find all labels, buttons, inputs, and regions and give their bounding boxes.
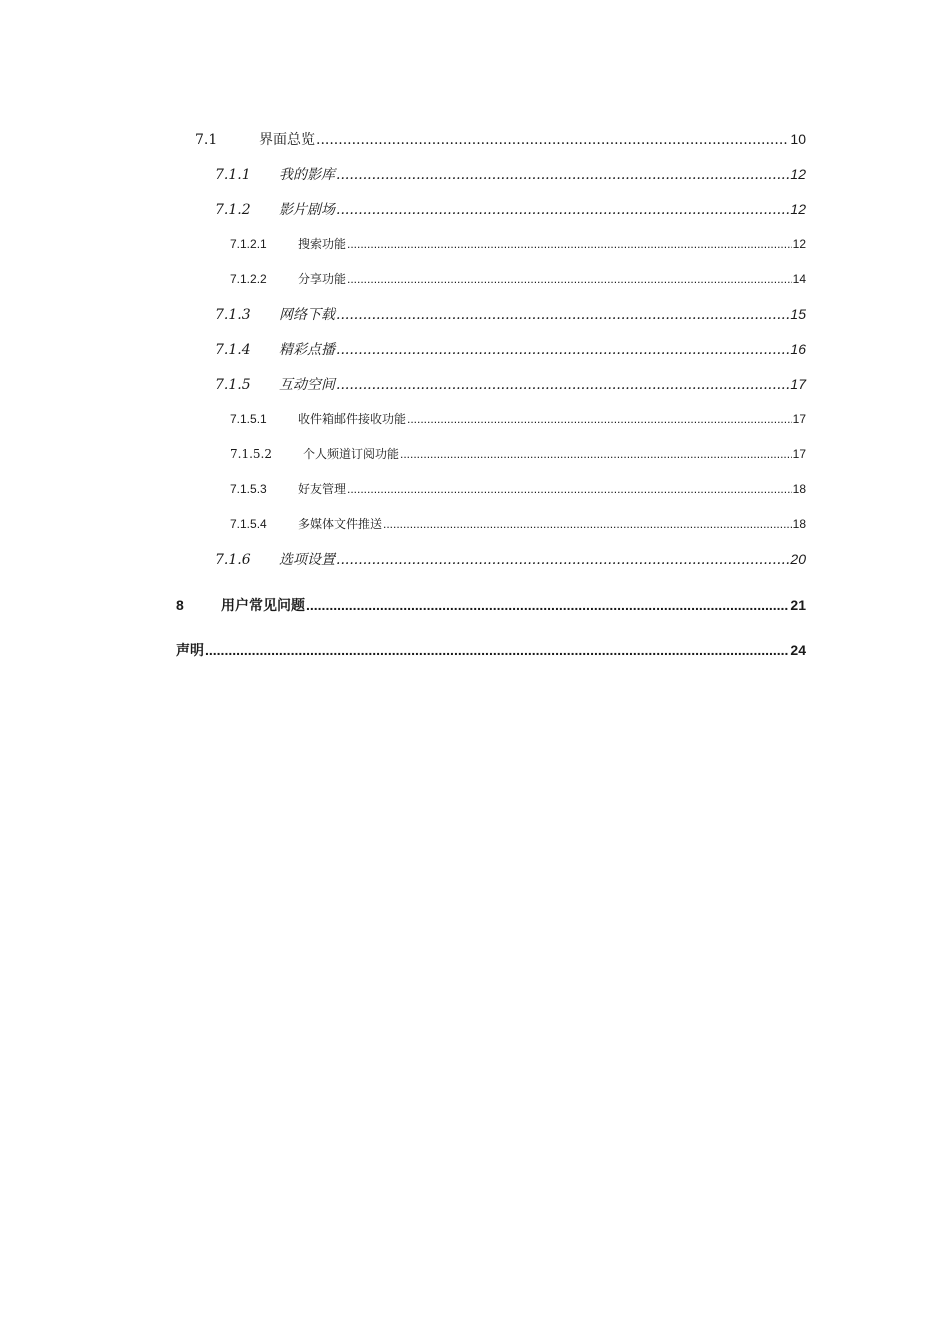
toc-entry[interactable] xyxy=(215,339,806,359)
toc-entry[interactable] xyxy=(230,235,806,252)
toc-entry-number: 7.1.4 xyxy=(215,342,251,358)
toc-entry-page: 12 xyxy=(790,166,806,182)
toc-dot-leader xyxy=(383,517,792,531)
toc-entry[interactable] xyxy=(230,480,806,497)
toc-entry[interactable] xyxy=(215,304,806,324)
toc-dot-leader xyxy=(336,377,789,393)
toc-dot-leader xyxy=(336,307,789,323)
toc-entry-number: 7.1.5.1 xyxy=(230,412,267,426)
toc-entry[interactable] xyxy=(215,164,806,184)
toc-entry-number: 7.1.2 xyxy=(215,202,251,218)
toc-dot-leader xyxy=(205,642,789,658)
toc-entry-number: 7.1.2.2 xyxy=(230,272,267,286)
toc-entry-title: 个人频道订阅功能 xyxy=(303,447,400,461)
toc-dot-leader xyxy=(347,482,792,496)
toc-dot-leader xyxy=(347,237,792,251)
toc-entry[interactable] xyxy=(176,595,806,615)
toc-entry-title: 用户常见问题 xyxy=(221,597,305,613)
toc-entry-page: 24 xyxy=(790,642,806,658)
toc-entry-page: 17 xyxy=(790,376,806,392)
toc-entry-page: 18 xyxy=(792,517,806,531)
toc-entry-page: 14 xyxy=(792,272,806,286)
toc-entry-page: 18 xyxy=(792,482,806,496)
toc-entry-page: 12 xyxy=(792,237,806,251)
toc-entry-title: 声明 xyxy=(176,642,204,658)
toc-entry-number: 8 xyxy=(176,597,184,613)
toc-entry-page: 16 xyxy=(790,341,806,357)
toc-entry-number: 7.1 xyxy=(195,132,218,148)
toc-entry[interactable] xyxy=(230,270,806,287)
toc-entry-number: 7.1.5.2 xyxy=(230,447,272,461)
toc-entry[interactable] xyxy=(215,374,806,394)
toc-entry-page: 15 xyxy=(790,306,806,322)
toc-entry-title: 多媒体文件推送 xyxy=(298,517,383,531)
toc-entry-title: 分享功能 xyxy=(298,272,347,286)
toc-entry-page: 10 xyxy=(790,131,806,147)
toc-entry-title: 互动空间 xyxy=(279,377,335,393)
toc-entry-number: 7.1.5.4 xyxy=(230,517,267,531)
toc-dot-leader xyxy=(347,272,792,286)
toc-dot-leader xyxy=(400,447,792,461)
toc-entry-title: 精彩点播 xyxy=(279,342,335,358)
toc-entry[interactable] xyxy=(230,445,806,462)
toc-entry-number: 7.1.6 xyxy=(215,552,251,568)
toc-entry-title: 界面总览 xyxy=(259,132,315,148)
toc-entry[interactable] xyxy=(176,640,806,660)
toc-entry-number: 7.1.3 xyxy=(215,307,251,323)
toc-entry-title: 搜索功能 xyxy=(298,237,347,251)
toc-entry-title: 收件箱邮件接收功能 xyxy=(298,412,407,426)
toc-entry-number: 7.1.5.3 xyxy=(230,482,267,496)
toc-entry-page: 17 xyxy=(792,447,806,461)
toc-entry[interactable] xyxy=(195,129,806,149)
toc-dot-leader xyxy=(336,342,789,358)
toc-entry-number: 7.1.5 xyxy=(215,377,251,393)
toc-dot-leader xyxy=(316,132,789,148)
toc-entry-title: 网络下载 xyxy=(279,307,335,323)
toc-entry-page: 12 xyxy=(790,201,806,217)
toc-entry-number: 7.1.1 xyxy=(215,167,251,183)
toc-entry[interactable] xyxy=(230,410,806,427)
toc-entry-page: 17 xyxy=(792,412,806,426)
toc-entry-number: 7.1.2.1 xyxy=(230,237,267,251)
toc-entry-page: 20 xyxy=(790,551,806,567)
toc-dot-leader xyxy=(336,552,789,568)
toc-dot-leader xyxy=(336,202,789,218)
toc-entry-page: 21 xyxy=(790,597,806,613)
toc-entry-title: 影片剧场 xyxy=(279,202,335,218)
toc-dot-leader xyxy=(336,167,789,183)
toc-entry[interactable] xyxy=(230,515,806,532)
toc-entry-title: 选项设置 xyxy=(279,552,335,568)
toc-dot-leader xyxy=(407,412,792,426)
toc-entry-title: 好友管理 xyxy=(298,482,347,496)
toc-entry[interactable] xyxy=(215,199,806,219)
toc-dot-leader xyxy=(306,597,789,613)
toc-entry-title: 我的影库 xyxy=(279,167,335,183)
toc-entry[interactable] xyxy=(215,549,806,569)
